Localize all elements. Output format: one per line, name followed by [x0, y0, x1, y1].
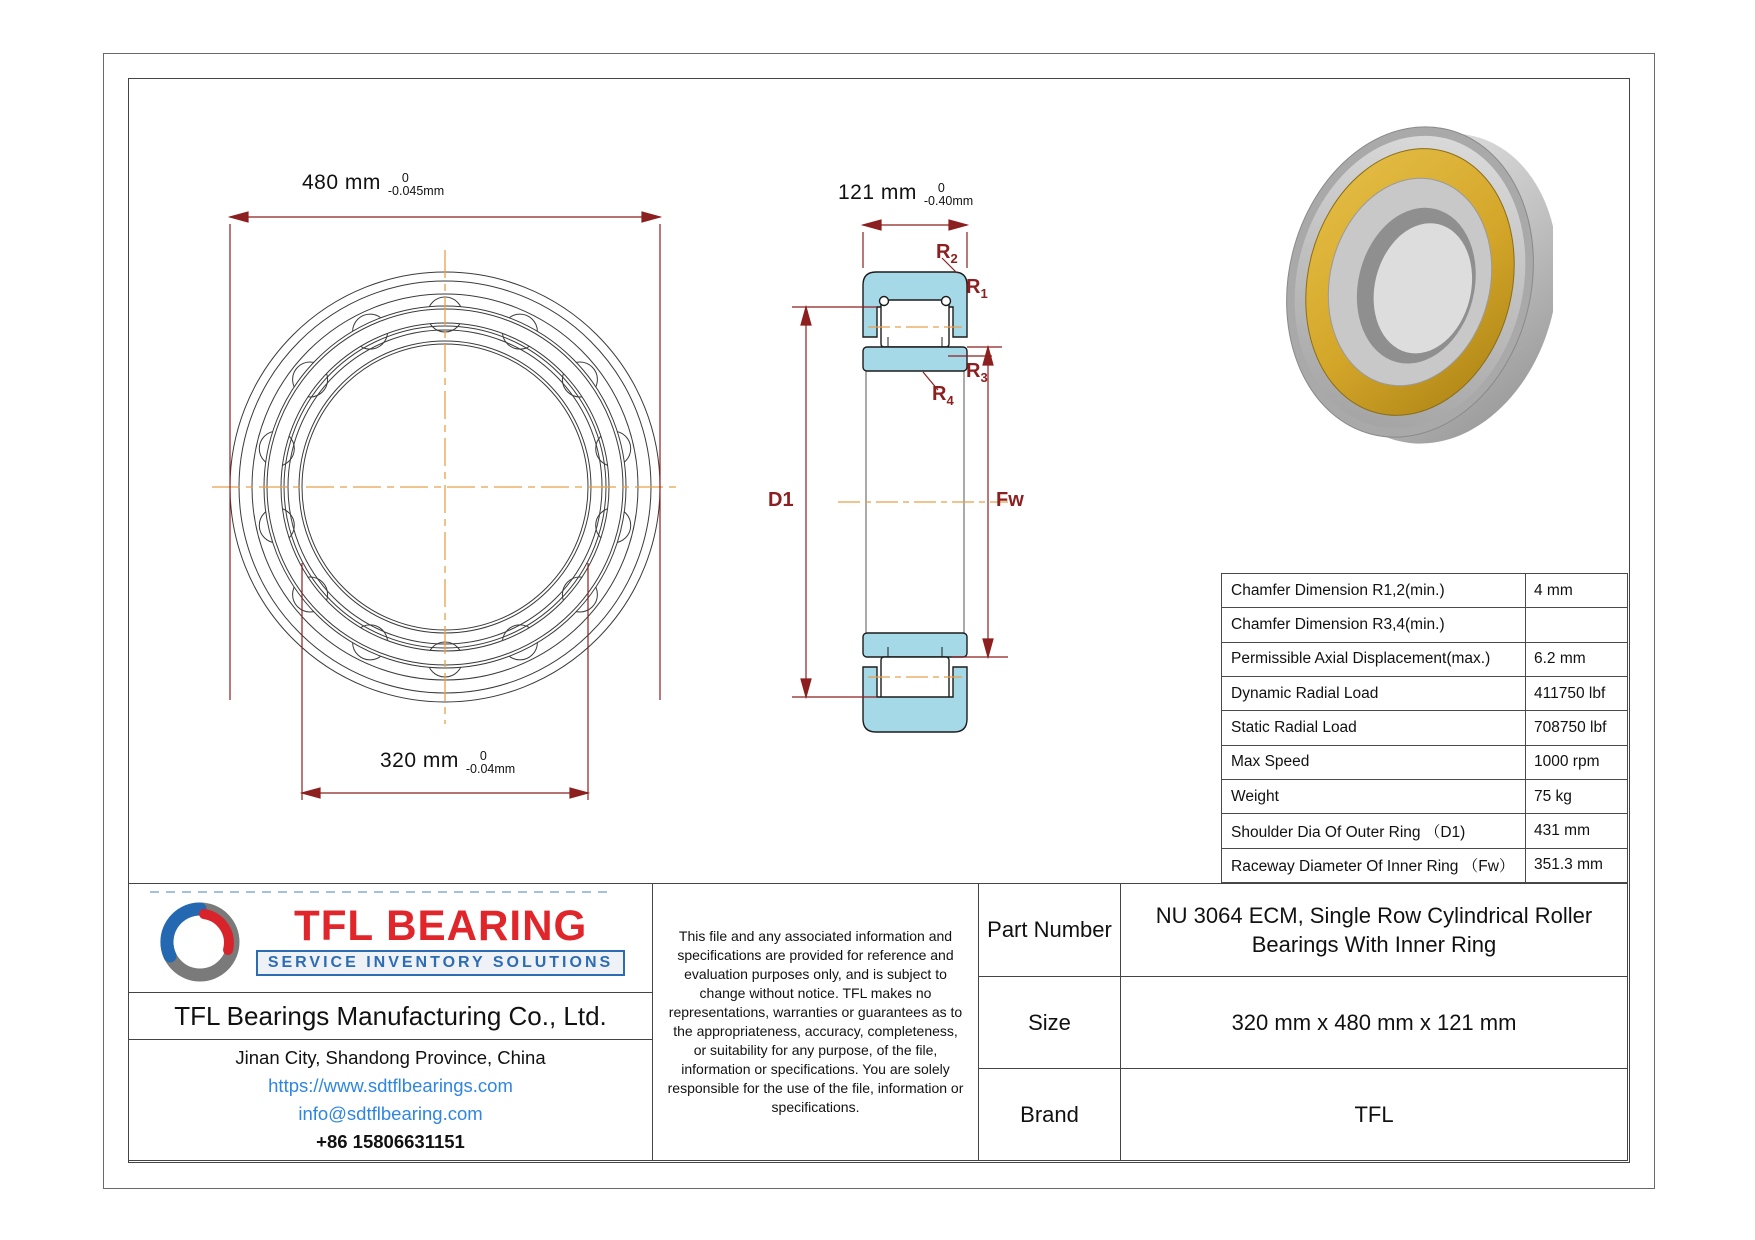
bearing-3d-image	[1268, 105, 1553, 460]
spec-label: Chamfer Dimension R3,4(min.)	[1222, 608, 1526, 641]
table-row	[1222, 849, 1627, 882]
spec-label: Dynamic Radial Load	[1222, 677, 1526, 710]
table-row	[1222, 608, 1627, 642]
spec-value: 4 mm	[1534, 581, 1573, 599]
part-number-label: Part Number	[987, 917, 1112, 942]
spec-value: 1000 rpm	[1534, 753, 1600, 771]
dimension-width	[838, 182, 973, 208]
logo-title: TFL BEARING	[293, 902, 588, 950]
brand-label: Brand	[1020, 1101, 1079, 1127]
spec-value: 75 kg	[1534, 787, 1572, 805]
table-row	[1222, 780, 1627, 814]
company-name-cell	[128, 992, 653, 1040]
size-value-cell	[1120, 976, 1628, 1069]
brand-label-cell	[978, 1068, 1121, 1161]
table-row	[1222, 746, 1627, 780]
spec-value: 708750 lbf	[1534, 718, 1607, 736]
chamfer-label-r1: $R_1$	[966, 276, 988, 301]
table-row	[1222, 643, 1627, 677]
table-row	[1222, 711, 1627, 745]
company-contact-cell	[128, 1039, 653, 1161]
bearing-3d-group	[1268, 105, 1553, 460]
chamfer-label-r4: $R_4$	[932, 383, 954, 408]
disclaimer-cell	[652, 883, 979, 1161]
spec-value: 351.3 mm	[1534, 856, 1603, 874]
spec-label: Raceway Diameter Of Inner Ring （Fw）	[1222, 849, 1526, 882]
size-label-cell	[978, 976, 1121, 1069]
company-name: TFL Bearings Manufacturing Co., Ltd.	[174, 1000, 607, 1031]
company-phone: +86 15806631151	[316, 1131, 465, 1152]
table-row	[1222, 574, 1627, 608]
dimension-bore-diameter	[380, 750, 515, 776]
size-label: Size	[1028, 1009, 1071, 1035]
dim-bore-tolerance: 0 -0.04mm	[465, 749, 516, 776]
table-row	[1222, 814, 1627, 848]
spec-value: 411750 lbf	[1534, 684, 1606, 702]
chamfer-label-r3: $R_3$	[966, 360, 988, 385]
spec-label: Static Radial Load	[1222, 711, 1526, 744]
dim-outer-tolerance: 0 -0.045mm	[387, 171, 445, 198]
dimension-outer-diameter	[302, 172, 444, 198]
spec-label: Shoulder Dia Of Outer Ring （D1)	[1222, 814, 1526, 847]
part-number-value-cell	[1120, 883, 1628, 977]
logo-artifact-line	[150, 891, 610, 893]
dim-width-value: 121 mm	[838, 181, 917, 204]
company-address: Jinan City, Shandong Province, China	[235, 1047, 546, 1068]
part-number-value: NU 3064 ECM, Single Row Cylindrical Roller Bearings With Inner Ring	[1155, 903, 1593, 957]
spec-label: Max Speed	[1222, 746, 1526, 779]
disclaimer-text: This file and any associated information and specifications are provided for reference and evaluation purposes only, and is subject to change without notice. TFL makes no representations, warranties or guarantees as to the appropriateness, accuracy, completeness, or suitability for any purpose, of the file, information or specifications. You are solely responsible for the use of the file, information or specifications.	[667, 928, 964, 1115]
spec-value	[1526, 608, 1627, 641]
brand-value: TFL	[1354, 1102, 1394, 1127]
spec-label: Chamfer Dimension R1,2(min.)	[1222, 574, 1526, 607]
spec-label: Weight	[1222, 780, 1526, 813]
part-number-label-cell	[978, 883, 1121, 977]
brand-value-cell	[1120, 1068, 1628, 1161]
spec-table	[1221, 573, 1628, 883]
dim-bore-value: 320 mm	[380, 749, 459, 772]
size-value: 320 mm x 480 mm x 121 mm	[1231, 1010, 1517, 1035]
dim-outer-value: 480 mm	[302, 171, 381, 194]
logo-subtitle: SERVICE INVENTORY SOLUTIONS	[256, 950, 625, 976]
raceway-diameter-label: Fw	[996, 489, 1024, 511]
tfl-logo-icon	[156, 896, 244, 984]
spec-value: 431 mm	[1534, 821, 1590, 839]
company-email: info@sdtflbearing.com	[298, 1103, 483, 1124]
table-row	[1222, 677, 1627, 711]
spec-value: 6.2 mm	[1534, 650, 1586, 668]
logo-cell	[128, 883, 653, 993]
spec-label: Permissible Axial Displacement(max.)	[1222, 643, 1526, 676]
chamfer-label-r2: $R_2$	[936, 241, 958, 266]
company-website: https://www.sdtflbearings.com	[268, 1075, 513, 1096]
shoulder-diameter-label: D1	[768, 489, 794, 511]
centerlines-front	[212, 250, 678, 724]
dim-width-tolerance: 0 -0.40mm	[923, 181, 974, 208]
